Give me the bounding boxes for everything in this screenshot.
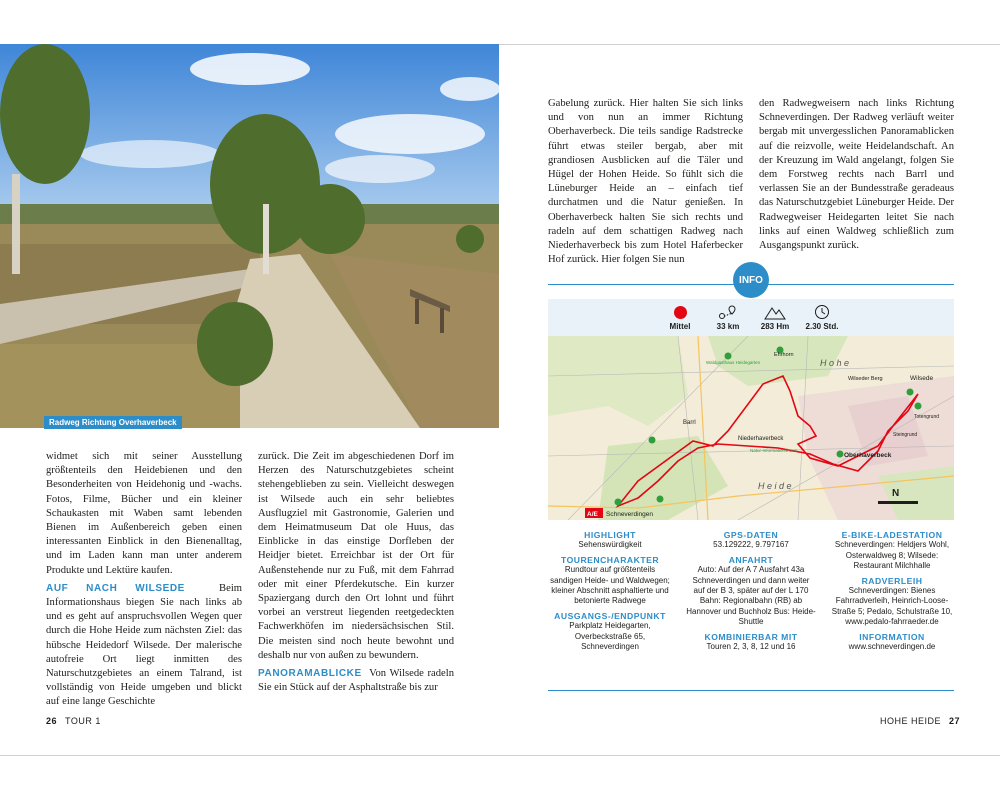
tourencharakter-heading: TOURENCHARAKTER [560, 554, 660, 565]
map-label-hohe: H o h e [820, 358, 850, 368]
right-page-number: 27 [949, 716, 961, 726]
information-text: www.schneverdingen.de [848, 642, 936, 652]
gps-text: 53.129222, 9.797167 [713, 540, 789, 550]
ebike-heading: E-BIKE-LADESTATION [841, 530, 943, 540]
body-paragraph: den Radwegweisern nach links Richtung Schneverdingen. Der Radweg verläuft weiter bergab mit unvergesslichen Panoramablicken auf die reizvolle, weite Heidelandschaft. An der Kreuzung im Wald angelangt, folgen Sie dem Forstweg rechts nach Barrl und verlassen Sie an der Bundesstraße geradeaus das Naturschutzgebiet Lüneburger Heide. Der Radwegweiser Heidegarten leitet Sie nach links auf einen Waldweg schließlich zum Ausgangspunkt zurück. [759, 98, 954, 252]
left-page-number: 26 [46, 716, 58, 726]
difficulty-dot-icon [674, 306, 687, 319]
tour-stats-bar [548, 299, 954, 336]
right-running-title: HOHE HEIDE [880, 716, 942, 726]
left-column-1 [46, 450, 242, 710]
subhead-panoramablicke: PANORAMABLICKE [258, 668, 362, 680]
info-col-2 [686, 530, 816, 652]
photo-caption: Radweg Richtung Overhaverbeck [44, 416, 182, 429]
map-label-heide: H e i d e [758, 481, 792, 491]
body-paragraph: Von Wilsede radeln Sie ein Stück auf der Asphaltstraße bis zur [258, 668, 454, 694]
stat-duration-label: 2.30 Std. [805, 322, 839, 331]
map-label-niederhaverbeck: Niederhaverbeck [738, 436, 784, 442]
ebike-text: Schneverdingen: Heldjers Wohl, Osterwaldweg 8; Wilsede: Restaurant Milchhalle [834, 540, 950, 571]
map-label-wilseder-berg: Wilseder Berg [848, 376, 883, 382]
ausgangspunkt-heading: AUSGANGS-/ENDPUNKT [554, 610, 666, 621]
radverleih-text: Schneverdingen: Bienes Fahrradverleih, Heinrich-Loose-Straße 5; Pedalo, Schulstraße 10, www.pedalo-fahrraeder.de [831, 586, 953, 627]
route-distance-icon [718, 304, 738, 320]
stat-elevation-label: 283 Hm [760, 322, 790, 331]
info-bottom-divider [548, 690, 954, 691]
anfahrt-heading: ANFAHRT [728, 554, 774, 565]
anfahrt-text: Auto: Auf der A 7 Ausfahrt 43a Schneverdingen und dann weiter auf der B 3, später auf der L 170 Bahn: Regionalbahn (RB) ab Hannover und Buchholz Bus: Heide-Shuttle [686, 565, 816, 627]
map-label-waldgasthaus: Waldgasthaus Heidegarten [706, 360, 761, 365]
radverleih-heading: RADVERLEIH [861, 575, 923, 586]
mountain-icon [764, 304, 786, 320]
left-column-2 [258, 450, 454, 695]
right-column-1 [548, 97, 743, 267]
kombinierbar-text: Touren 2, 3, 8, 12 und 16 [706, 642, 796, 652]
map-label-wilsede: Wilsede [910, 375, 934, 382]
north-arrow-label: N [892, 488, 900, 499]
kombinierbar-heading: KOMBINIERBAR MIT [704, 631, 798, 642]
body-paragraph: widmet sich mit seiner Ausstellung größtenteils den Heidebienen und den Besonderheiten von Heidehonig und -wachs. Fotos, Filme, Bücher und ein kleiner Schaukasten mit Waben samt lebenden Bienen im Außenbereich geben einen interessanten Einblick in den Bienenalltag, und im Laden kann man unter anderem Produkte und Lektüre kaufen. [46, 451, 242, 576]
clock-icon [814, 304, 830, 320]
highlight-heading: HIGHLIGHT [584, 530, 636, 540]
map-label-ae: A/E [587, 511, 598, 518]
heath-path-photo [0, 44, 499, 428]
stat-difficulty-label: Mittel [669, 322, 691, 331]
map-label-steingrund: Steingrund [893, 432, 918, 438]
route-map [548, 336, 954, 520]
subhead-auf-nach-wilsede: AUF NACH WILSEDE [46, 582, 185, 594]
info-col-1 [548, 530, 672, 652]
ausgangspunkt-text: Parkplatz Heidegarten, Overbeckstraße 65, Schneverdingen [569, 621, 651, 652]
body-paragraph: Beim Informationshaus biegen Sie nach links ab und es geht auf anspruchsvollen Wegen quer durch die Hohe Heide zum nächsten Ziel: das hübsche Heidedorf Wilsede. Der malerische autofreie Ort liegt inmitten des Naturschutzgebietes an einem Talrand, ist vollständig von Heide umgeben und blickt auf eine lange Geschichte [46, 582, 242, 708]
body-paragraph: zurück. Die Zeit im abgeschiedenen Dorf im Herzen des Naturschutzgebietes scheint stehengeblieben zu sein. Vielleicht deswegen ist Wilsede auch ein sehr beliebtes Ausflugziel mit Gastronomie, Galerien und dem Heimatmuseum Dat ole Huus, das Einblicke in das einstige Dorfleben der Heidjer bietet. Erreichbar ist der Ort für Außenstehende nur zu Fuß, mit dem Fahrrad oder mit einer Pferdekutsche. Ein kurzer Spaziergang durch den Ort lohnt und führt vorbei an verstreut liegenden reetgedeckten Fachwerkhöfen im niedersächsischen Stil. Die meisten sind noch heute bewohnt und deshalb nur von außen zu bewundern. [258, 451, 454, 661]
tourencharakter-text: Rundtour auf größtenteils sandigen Heide- und Waldwegen; kleiner Abschnitt asphaltierte und betonierte Radwege [550, 565, 670, 606]
map-label-barrl: Barrl [683, 420, 696, 426]
map-label-schneverdingen: Schneverdingen [606, 511, 653, 518]
map-label-oberhaverbeck: Oberhaverbeck [844, 452, 892, 459]
right-footer [880, 716, 960, 726]
information-heading: INFORMATION [859, 631, 925, 642]
body-paragraph: Gabelung zurück. Hier halten Sie sich links und von nun an immer Richtung Oberhaverbeck. Die teils sandige Radstrecke führt etwas steiler bergab, aber mit grandiosen Ausblicken auf die Täler und Hügel der Hohen Heide. So fühlt sich die Lüneburger Heide an – einfach tief durchatmen und die Natur genießen. In Oberhaverbeck halten Sie sich rechts und radeln auf dem schattigen Radweg nach Niederhaverbeck bis zum Hotel Haferbecker Hof zurück. Hier folgen Sie nun [548, 98, 743, 266]
gps-heading: GPS-DATEN [723, 530, 779, 540]
stat-distance-label: 33 km [716, 322, 740, 331]
map-label-ehrhorn: Ehrhorn [774, 352, 794, 358]
stat-duration [792, 299, 852, 331]
info-badge: INFO [733, 262, 769, 298]
map-label-natur-infohaus: Natur-Informationshaus [750, 448, 798, 453]
scale-bar [878, 501, 918, 504]
info-col-3 [830, 530, 954, 652]
highlight-text: Sehenswürdigkeit [578, 540, 642, 550]
left-running-title: TOUR 1 [65, 716, 101, 726]
map-label-totengrund: Totengrund [914, 414, 940, 420]
right-column-2 [759, 97, 954, 253]
left-footer [46, 716, 101, 726]
